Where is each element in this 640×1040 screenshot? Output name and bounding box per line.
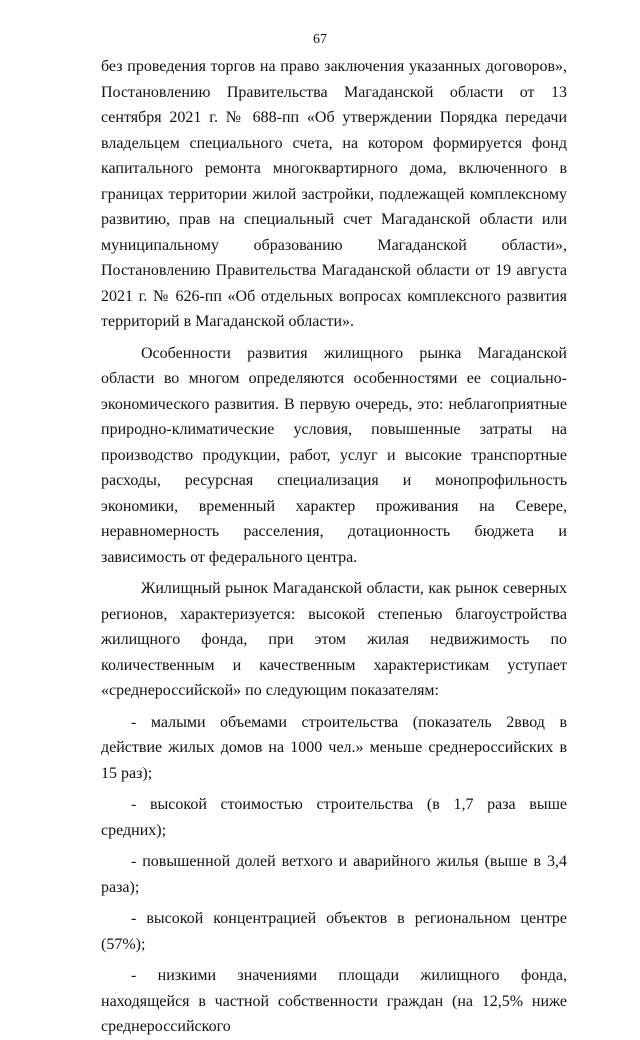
paragraph-northern-market: Жилищный рынок Магаданской области, как рынок северных регионов, характеризуется: высокой степенью благоустройства жилищного фонда, при этом жилая недвижимость по количественным и качественным характеристикам уступает «среднероссийской» по следующим показателям: <box>101 580 567 699</box>
document-body <box>101 54 567 1040</box>
list-item-construction-volume: - малыми объемами строительства (показатель 2ввод в действие жилых домов на 1000 чел.» меньше среднероссийских в 15 раз); <box>101 713 567 782</box>
paragraph-housing-market-features: Особенности развития жилищного рынка Магаданской области во многом определяются особенностями ее социально-экономического развития. В первую очередь, это: неблагоприятные природно-климатические условия, повышенные затраты на производство продукции, работ, услуг и высокие транспортные расходы, ресурсная специализация и монопрофильность экономики, временный характер проживания на Севере, неравномерность расселения, дотационность бюджета и зависимость от федерального центра. <box>101 344 567 566</box>
list-item-dilapidated-housing: - повышенной долей ветхого и аварийного жилья (выше в 3,4 раза); <box>101 853 567 896</box>
page-number: 67 <box>313 32 327 47</box>
list-item-private-housing-area: - низкими значениями площади жилищного фонда, находящейся в частной собственности граждан (на 12,5% ниже среднероссийского <box>101 967 567 1035</box>
list-item-construction-cost: - высокой стоимостью строительства (в 1,7 раза выше средних); <box>101 796 567 839</box>
paragraph-legal-references: без проведения торгов на право заключения указанных договоров», Постановлению Правительства Магаданской области от 13 сентября 2021 г. № 688-пп «Об утверждении Порядка передачи владельцем специального счета, на котором формируется фонд капитального ремонта многоквартирного дома, включенного в границах территории жилой застройки, подлежащей комплексному развитию, прав на специальный счет Магаданской области или муниципальному образованию Магаданской области», Постановлению Правительства Магаданской области от 19 августа 2021 г. № 626-пп «Об отдельных вопросах комплексного развития территорий в Магаданской области». <box>101 58 567 330</box>
list-item-regional-concentration: - высокой концентрацией объектов в региональном центре (57%); <box>101 910 567 953</box>
